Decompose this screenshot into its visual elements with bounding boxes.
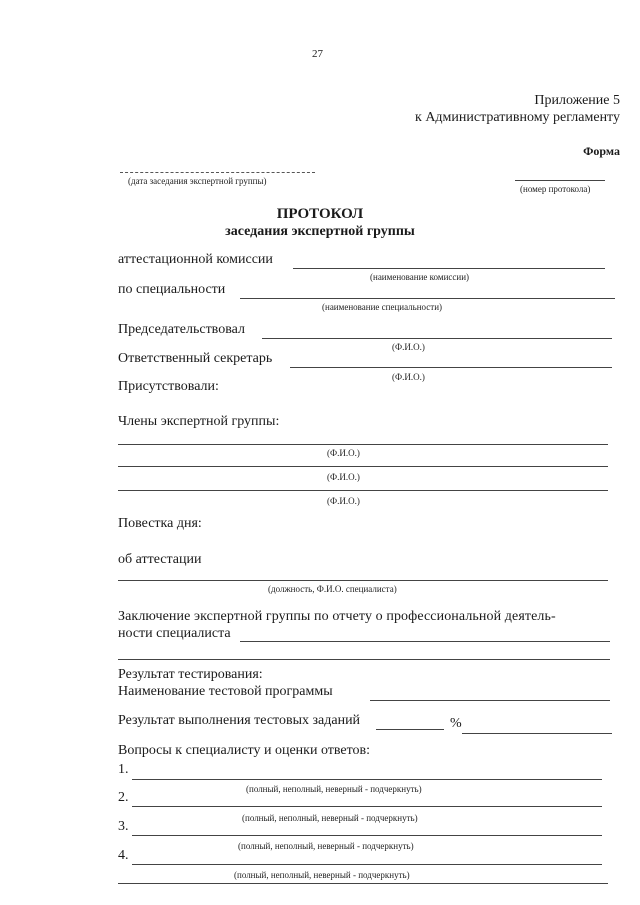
member-line-3 xyxy=(118,490,608,491)
protocol-number-caption: (номер протокола) xyxy=(520,184,591,194)
secretary-line xyxy=(290,367,612,368)
commission-label: аттестационной комиссии xyxy=(118,252,273,267)
specialty-line xyxy=(240,298,615,299)
question-number-3: 3. xyxy=(118,819,129,834)
test-program-label: Наименование тестовой программы xyxy=(118,684,333,699)
appendix-line2: к Административному регламенту xyxy=(415,110,620,125)
chair-label: Председательствовал xyxy=(118,322,245,337)
answer-line-5 xyxy=(118,883,608,884)
secretary-caption: (Ф.И.О.) xyxy=(392,372,425,382)
date-line xyxy=(120,172,315,173)
chair-caption: (Ф.И.О.) xyxy=(392,342,425,352)
attestation-caption: (должность, Ф.И.О. специалиста) xyxy=(268,584,397,594)
member-line-2 xyxy=(118,466,608,467)
members-label: Члены экспертной группы: xyxy=(118,414,280,429)
answer-line-1 xyxy=(132,779,602,780)
agenda-label: Повестка дня: xyxy=(118,516,202,531)
member-caption-3: (Ф.И.О.) xyxy=(327,496,360,506)
secretary-label: Ответственный секретарь xyxy=(118,351,273,366)
question-number-4: 4. xyxy=(118,848,129,863)
attestation-label: об аттестации xyxy=(118,552,202,567)
specialty-label: по специальности xyxy=(118,282,226,297)
answer-caption-2: (полный, неполный, неверный - подчеркнуть) xyxy=(242,813,418,823)
commission-caption: (наименование комиссии) xyxy=(370,272,470,282)
conclusion-line2: ности специалиста xyxy=(118,626,231,641)
answer-line-2 xyxy=(132,806,602,807)
questions-label: Вопросы к специалисту и оценки ответов: xyxy=(118,743,371,758)
question-number-2: 2. xyxy=(118,790,129,805)
percent-sign: % xyxy=(450,716,462,731)
task-result-line-2 xyxy=(462,733,612,734)
member-caption-2: (Ф.И.О.) xyxy=(327,472,360,482)
conclusion-line-b xyxy=(118,659,610,660)
chair-line xyxy=(262,338,612,339)
date-caption: (дата заседания экспертной группы) xyxy=(128,176,267,186)
question-number-1: 1. xyxy=(118,762,129,777)
answer-line-3 xyxy=(132,835,602,836)
member-caption-1: (Ф.И.О.) xyxy=(327,448,360,458)
conclusion-line-a xyxy=(240,641,610,642)
page-number: 27 xyxy=(312,48,323,60)
conclusion-line1: Заключение экспертной группы по отчету о профессиональной деятель- xyxy=(118,609,556,624)
answer-caption-4: (полный, неполный, неверный - подчеркнуть) xyxy=(234,870,410,880)
appendix-line1: Приложение 5 xyxy=(534,93,620,108)
form-label: Форма xyxy=(583,144,620,158)
member-line-1 xyxy=(118,444,608,445)
answer-caption-3: (полный, неполный, неверный - подчеркнуть) xyxy=(238,841,414,851)
task-result-line xyxy=(376,729,444,730)
protocol-title: ПРОТОКОЛ xyxy=(276,206,364,222)
answer-line-4 xyxy=(132,864,602,865)
protocol-subtitle: заседания экспертной группы xyxy=(225,224,415,239)
present-label: Присутствовали: xyxy=(118,379,219,394)
specialty-caption: (наименование специальности) xyxy=(322,302,443,312)
test-result-label: Результат тестирования: xyxy=(118,667,263,682)
test-program-line xyxy=(370,700,610,701)
protocol-number-line xyxy=(515,180,605,181)
task-result-label: Результат выполнения тестовых заданий xyxy=(118,713,361,728)
answer-caption-1: (полный, неполный, неверный - подчеркнуть) xyxy=(246,784,422,794)
attestation-line xyxy=(118,580,608,581)
commission-line xyxy=(293,268,605,269)
